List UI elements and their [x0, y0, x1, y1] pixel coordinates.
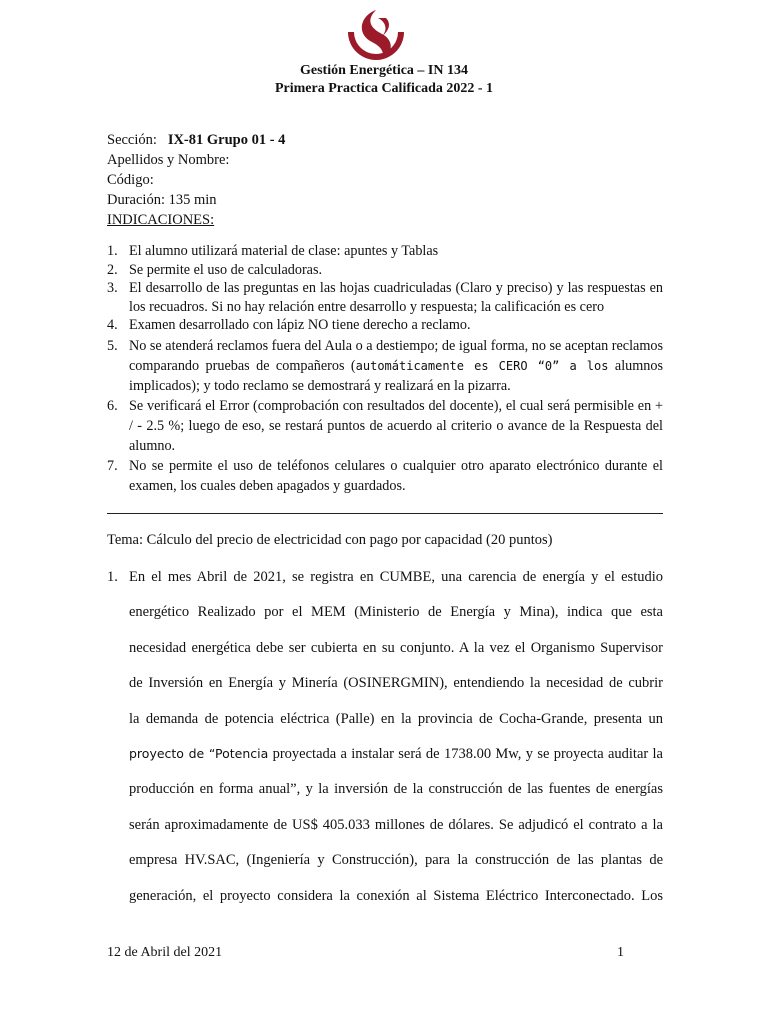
question-line: En el mes Abril de 2021, se registra en CUMBE, una carencia de energía y el estudio — [129, 569, 663, 585]
instructions-list — [107, 242, 663, 335]
question-line: serán aproximadamente de US$ 405.033 millones de dólares. Se adjudicó el contrato a la — [129, 816, 663, 833]
university-logo — [342, 8, 410, 66]
instructions-list-cont — [107, 336, 663, 496]
apellidos-label: Apellidos y Nombre: — [107, 152, 230, 168]
list-item: 3. El desarrollo de las preguntas en las hojas cuadriculadas (Claro y preciso) y las respuestas en los recuadros. Si no hay relación entre desarrollo y respuesta; la calificación es cero — [107, 280, 663, 315]
question-line: generación, el proyecto considera la conexión al Sistema Eléctrico Interconectado. Los — [129, 887, 663, 904]
divider — [107, 513, 663, 514]
seccion-line — [107, 130, 285, 150]
question-line: la demanda de potencia eléctrica (Palle) en la provincia de Cocha-Grande, presenta un — [129, 710, 663, 727]
question-line: producción en forma anual”, y la inversión de la construcción de las fuentes de energías — [129, 781, 663, 798]
question-1 — [107, 566, 663, 920]
seccion-value: IX-81 Grupo 01 - 4 — [167, 132, 286, 148]
question-line: proyecto de “Potencia proyectada a instalar será de 1738.00 Mw, y se proyecta auditar la — [129, 745, 663, 762]
footer-date: 12 de Abril del 2021 — [107, 945, 223, 960]
list-item: 7. No se permite el uso de teléfonos celulares o cualquier otro aparato electrónico durante el examen, los cuales deben apagados y guardados. — [107, 458, 663, 494]
codigo-label: Código: — [107, 172, 154, 188]
list-item: 1. El alumno utilizará material de clase: apuntes y Tablas — [107, 243, 439, 259]
tema-heading: Tema: Cálculo del precio de electricidad con pago por capacidad (20 puntos) — [107, 532, 553, 548]
document-subtitle: Primera Practica Calificada 2022 - 1 — [274, 81, 494, 96]
duracion-label: Duración: 135 min — [107, 192, 217, 208]
list-item: 6. Se verificará el Error (comprobación con resultados del docente), el cual será permisible en + / - 2.5 %; luego de eso, se restará puntos de acuerdo al criterio o avance de la Respuesta del alumno. — [107, 398, 663, 454]
question-line: empresa HV.SAC, (Ingeniería y Construcción), para la construcción de las plantas de — [129, 852, 663, 869]
page-number: 1 — [617, 945, 624, 960]
question-number: 1. — [107, 569, 118, 585]
list-item: 4. Examen desarrollado con lápiz NO tiene derecho a reclamo. — [107, 317, 471, 333]
seccion-label: Sección: — [107, 132, 157, 148]
list-item: 2. Se permite el uso de calculadoras. — [107, 261, 323, 278]
question-line: energético Realizado por el MEM (Ministerio de Energía y Mina), indica que esta — [129, 604, 663, 621]
indicaciones-heading: INDICACIONES: — [107, 212, 215, 228]
question-line: de Inversión en Energía y Minería (OSINERGMIN), entendiendo la necesidad de cubrir — [129, 675, 663, 692]
question-line: necesidad energética debe ser cubierta en su conjunto. A la vez el Organismo Supervisor — [129, 639, 663, 656]
list-item: 5. No se atenderá reclamos fuera del Aula o a destiempo; de igual forma, no se aceptan reclamos comparando pruebas de compañeros (automáticamente es CERO “0” a los alumnos implicados); y todo reclamo se demostrará y realizará en la pizarra. — [107, 338, 663, 394]
document-title: Gestión Energética – IN 134 — [300, 63, 468, 78]
question-text — [129, 566, 663, 920]
